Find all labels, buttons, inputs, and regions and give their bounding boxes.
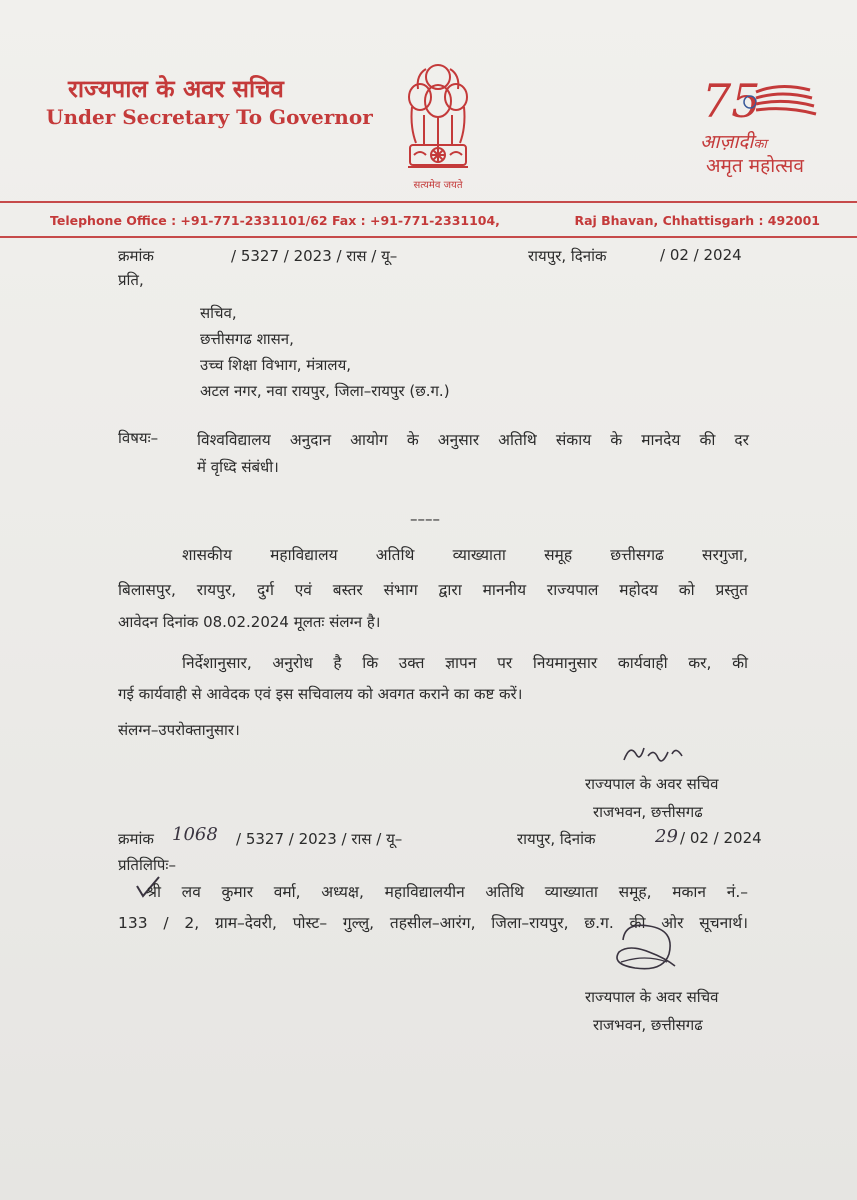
contact-strip: [50, 213, 820, 228]
handwritten-dispatch-number: 1068: [172, 824, 218, 845]
office-title-english: Under Secretary To Governor: [46, 105, 373, 129]
azadi-logo-line2: अमृत महोत्सव: [706, 155, 804, 177]
header-rule-top: [0, 201, 857, 203]
place-date-label-2: रायपुर, दिनांक: [517, 830, 596, 848]
azadi-logo-number: 75: [702, 74, 761, 128]
body-para1-line2: बिलासपुर, रायपुर, दुर्ग एवं बस्तर संभाग द्वारा माननीय राज्यपाल महोदय को प्रस्तुत: [118, 581, 748, 599]
recipient-line: अटल नगर, नवा रायपुर, जिला–रायपुर (छ.ग.): [200, 382, 450, 400]
reference-number: / 5327 / 2023 / रास / यू–: [231, 247, 398, 265]
letter-date: / 02 / 2024: [660, 246, 742, 264]
body-para1-line3: आवेदन दिनांक 08.02.2024 मूलतः संलग्न है।: [118, 613, 381, 631]
subject-line2: में वृध्दि संबंधी।: [197, 458, 279, 476]
copy-line2: 133 / 2, ग्राम–देवरी, पोस्ट– गुल्लु, तहसील–आरंग, जिला–रायपुर, छ.ग. की ओर सूचनार्थ।: [118, 914, 748, 932]
emblem-motto: सत्यमेव जयते: [413, 180, 463, 191]
separator: ––––: [410, 510, 440, 528]
copy-label: प्रतिलिपिः–: [118, 856, 176, 874]
signatory-designation-2: राज्यपाल के अवर सचिव: [585, 988, 719, 1006]
body-para1-line1: शासकीय महाविद्यालय अतिथि व्याख्याता समूह छत्तीसगढ सरगुजा,: [182, 546, 748, 564]
signatory-office: राजभवन, छत्तीसगढ: [593, 803, 703, 821]
contact-address: Raj Bhavan, Chhattisgarh : 492001: [574, 213, 820, 228]
contact-phone-fax: Telephone Office : +91-771-2331101/62 Fax : +91-771-2331104,: [50, 213, 500, 228]
kramank-label: क्रमांक: [118, 247, 154, 265]
recipient-line: सचिव,: [200, 304, 237, 322]
subject-line1: विश्वविद्यालय अनुदान आयोग के अनुसार अतिथि संकाय के मानदेय की दर: [197, 431, 749, 449]
subject-label: विषयः–: [118, 429, 159, 447]
reference-number-2: / 5327 / 2023 / रास / यू–: [236, 830, 403, 848]
azadi-logo-line1: आज़ादीका: [700, 131, 767, 153]
letter-date-2: / 02 / 2024: [680, 829, 762, 847]
national-emblem-icon: [396, 55, 480, 190]
prati-label: प्रति,: [118, 271, 144, 289]
signatory-designation: राज्यपाल के अवर सचिव: [585, 775, 719, 793]
recipient-line: छत्तीसगढ शासन,: [200, 330, 294, 348]
recipient-line: उच्च शिक्षा विभाग, मंत्रालय,: [200, 356, 352, 374]
signature-2: [605, 918, 685, 978]
place-date-label: रायपुर, दिनांक: [528, 247, 607, 265]
body-para2-line1: निर्देशानुसार, अनुरोध है कि उक्त ज्ञापन पर नियमानुसार कार्यवाही कर, की: [182, 654, 748, 672]
office-title-hindi: राज्यपाल के अवर सचिव: [68, 74, 284, 103]
signatory-office-2: राजभवन, छत्तीसगढ: [593, 1016, 703, 1034]
kramank-label-2: क्रमांक: [118, 830, 154, 848]
handwritten-date-day: 29: [655, 826, 678, 847]
enclosure-note: संलग्न–उपरोक्तानुसार।: [118, 721, 240, 739]
copy-line1: श्री लव कुमार वर्मा, अध्यक्ष, महाविद्यालयीन अतिथि व्याख्याता समूह, मकान नं.–: [146, 883, 748, 901]
body-para2-line2: गई कार्यवाही से आवेदक एवं इस सचिवालय को अवगत कराने का कष्ट करें।: [118, 685, 523, 703]
signature-initials-1: [620, 738, 690, 770]
header-rule-bottom: [0, 236, 857, 238]
